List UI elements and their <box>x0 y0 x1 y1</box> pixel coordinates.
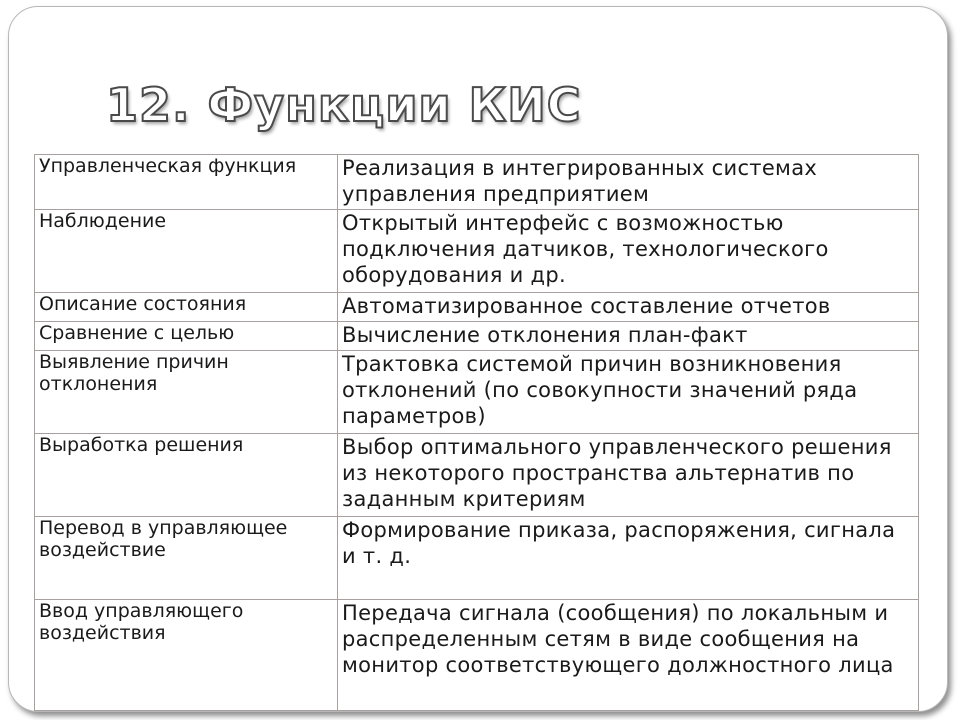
implementation-cell: Передача сигнала (сообщения) по локальным и распределенным сетям в виде сообщения на монитор соответствующего должностного лица <box>338 600 919 711</box>
function-cell: Выявление причин отклонения <box>35 351 338 434</box>
implementation-cell: Вычисление отклонения план-факт <box>338 322 919 351</box>
slide-title: 12. Функции КИС <box>106 78 582 132</box>
implementation-cell: Формирование приказа, распоряжения, сигнала и т. д. <box>338 517 919 600</box>
table-row <box>35 210 919 293</box>
table-row <box>35 517 919 600</box>
table-row <box>35 293 919 322</box>
table-row <box>35 434 919 517</box>
implementation-cell: Автоматизированное составление отчетов <box>338 293 919 322</box>
function-cell: Ввод управляющего воздействия <box>35 600 338 711</box>
table-row <box>35 600 919 711</box>
function-cell: Перевод в управляющее воздействие <box>35 517 338 600</box>
implementation-cell: Трактовка системой причин возникновения отклонений (по совокупности значений ряда параметров) <box>338 351 919 434</box>
implementation-cell: Открытый интерфейс с возможностью подключения датчиков, технологического оборудования и др. <box>338 210 919 293</box>
table-row <box>35 322 919 351</box>
function-cell: Описание состояния <box>35 293 338 322</box>
header-function-cell: Управленческая функция <box>35 155 338 210</box>
function-cell: Наблюдение <box>35 210 338 293</box>
functions-table <box>34 154 919 711</box>
header-implementation-cell: Реализация в интегрированных системах управления предприятием <box>338 155 919 210</box>
table-header-row <box>35 155 919 210</box>
table-row <box>35 351 919 434</box>
function-cell: Сравнение с целью <box>35 322 338 351</box>
function-cell: Выработка решения <box>35 434 338 517</box>
implementation-cell: Выбор оптимального управленческого решения из некоторого пространства альтернатив по заданным критериям <box>338 434 919 517</box>
